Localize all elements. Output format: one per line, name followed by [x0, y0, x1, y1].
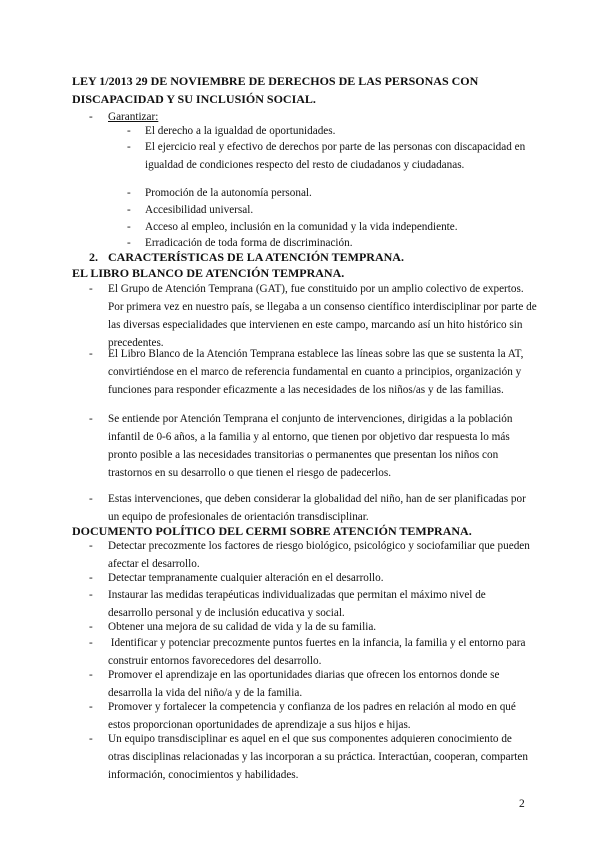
bullet: - — [127, 187, 131, 199]
cermi-item: Promover y fortalecer la competencia y confianza de los padres en relación al modo en qué estos proporcionan oportunidades de aprendizaje a sus hijos e hijas. — [108, 701, 516, 731]
section-title: CARACTERÍSTICAS DE LA ATENCIÓN TEMPRANA. — [108, 250, 404, 264]
garantizar-item: El ejercicio real y efectivo de derechos por parte de las personas con discapacidad en igualdad de condiciones respecto del resto de ciudadanos y ciudadanas. — [145, 141, 526, 171]
cermi-item: Detectar tempranamente cualquier alteración en el desarrollo. — [108, 572, 384, 584]
bullet: - — [127, 125, 131, 137]
garantizar-item: Acceso al empleo, inclusión en la comunidad y la vida independiente. — [145, 221, 458, 233]
libro-item: El Grupo de Atención Temprana (GAT), fue constituido por un amplio colectivo de expertos. Por primera vez en nuestro país, se llegaba a un consenso científico interdisciplinar por parte de las diversas especialidades que intervienen en este campo, marcando así un hito histórico sin precedentes. — [108, 283, 537, 349]
libro-item: Estas intervenciones, que deben considerar la globalidad del niño, han de ser planificadas por un equipo de profesionales de orientación transdisciplinar. — [108, 493, 526, 523]
cermi-item: Un equipo transdisciplinar es aquel en el que sus componentes adquieren conocimiento de otras disciplinas relacionadas y las incorporan a su práctica. Interactúan, cooperan, comparten información, conocimientos y habilidades. — [108, 733, 528, 781]
bullet: - — [89, 733, 93, 745]
bullet: - — [89, 701, 93, 713]
cermi-item: Instaurar las medidas terapéuticas individualizadas que permitan el máximo nivel de desarrollo personal y de inclusión educativa y social. — [108, 589, 486, 619]
cermi-item: Obtener una mejora de su calidad de vida y la de su familia. — [108, 621, 377, 633]
cermi-item: Detectar precozmente los factores de riesgo biológico, psicológico y sociofamiliar que pueden afectar el desarrollo. — [108, 540, 530, 570]
cermi-item: Promover el aprendizaje en las oportunidades diarias que ofrecen los entornos donde se desarrolla la vida del niño/a y de la familia. — [108, 669, 500, 699]
garantizar-item: Erradicación de toda forma de discriminación. — [145, 237, 353, 249]
garantizar-label: Garantizar: — [108, 111, 159, 123]
bullet: - — [89, 540, 93, 552]
bullet: - — [89, 348, 93, 360]
bullet: - — [89, 413, 93, 425]
bullet: - — [89, 621, 93, 633]
bullet: - — [127, 221, 131, 233]
cermi-item: Identificar y potenciar precozmente puntos fuertes en la infancia, la familia y el entorno para construir entornos favorecedores del desarrollo. — [108, 637, 529, 667]
bullet: - — [89, 283, 93, 295]
bullet: - — [89, 493, 93, 505]
bullet: - — [89, 589, 93, 601]
cermi-title: DOCUMENTO POLÍTICO DEL CERMI SOBRE ATENCIÓN TEMPRANA. — [72, 524, 472, 538]
garantizar-item: El derecho a la igualdad de oportunidades. — [145, 125, 336, 137]
bullet: - — [89, 111, 93, 123]
law-title: LEY 1/2013 29 DE NOVIEMBRE DE DERECHOS DE LAS PERSONAS CON DISCAPACIDAD Y SU INCLUSIÓN SOCIAL. — [72, 74, 479, 106]
section-number: 2. — [89, 250, 98, 264]
bullet: - — [127, 141, 131, 153]
bullet: - — [89, 637, 93, 649]
page-number: 2 — [519, 798, 525, 810]
bullet: - — [127, 237, 131, 249]
bullet: - — [89, 572, 93, 584]
bullet: - — [127, 204, 131, 216]
libro-title: EL LIBRO BLANCO DE ATENCIÓN TEMPRANA. — [72, 266, 345, 280]
garantizar-item: Promoción de la autonomía personal. — [145, 187, 312, 199]
libro-item: El Libro Blanco de la Atención Temprana establece las líneas sobre las que se sustenta la AT, convirtiéndose en el marco de referencia fundamental en cuanto a principios, organización y funciones para responder eficazmente a las necesidades de los niños/as y de las familias. — [108, 348, 524, 396]
bullet: - — [89, 669, 93, 681]
libro-item: Se entiende por Atención Temprana el conjunto de intervenciones, dirigidas a la población infantil de 0-6 años, a la familia y al entorno, que tienen por objetivo dar respuesta lo más pronto posible a las necesidades transitorias o permanentes que presentan los niños con trastornos en su desarrollo o que tienen el riesgo de padecerlos. — [108, 413, 513, 479]
garantizar-item: Accesibilidad universal. — [145, 204, 254, 216]
